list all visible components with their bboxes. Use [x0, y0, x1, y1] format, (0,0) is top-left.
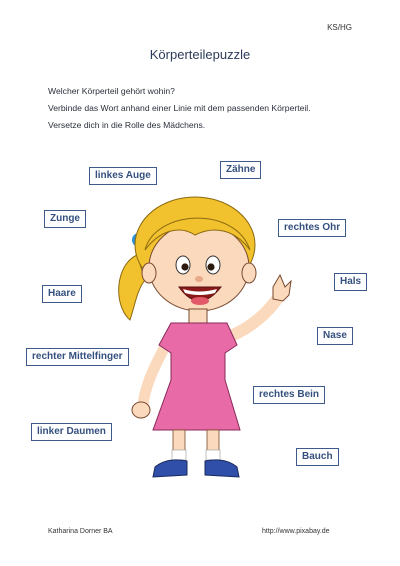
label-zaehne[interactable]: Zähne [220, 161, 261, 179]
label-bauch[interactable]: Bauch [296, 448, 339, 466]
page-title: Körperteilepuzzle [149, 47, 251, 62]
instruction-line-1: Welcher Körperteil gehört wohin? [48, 86, 175, 96]
label-nase[interactable]: Nase [317, 327, 353, 345]
footer-author: Katharina Dorner BA [48, 528, 113, 535]
label-rechtes-ohr[interactable]: rechtes Ohr [278, 219, 346, 237]
footer-source: http://www.pixabay.de [262, 528, 330, 535]
instruction-line-3: Versetze dich in die Rolle des Mädchens. [48, 120, 206, 130]
label-haare[interactable]: Haare [42, 285, 82, 303]
label-linker-daumen[interactable]: linker Daumen [31, 423, 112, 441]
label-zunge[interactable]: Zunge [44, 210, 86, 228]
document-code: KS/HG [327, 23, 352, 32]
label-rechter-mittelfinger[interactable]: rechter Mittelfinger [26, 348, 129, 366]
girl-illustration [115, 195, 295, 485]
instruction-line-2: Verbinde das Wort anhand einer Linie mit dem passenden Körperteil. [48, 103, 311, 113]
label-linkes-auge[interactable]: linkes Auge [89, 167, 157, 185]
label-hals[interactable]: Hals [334, 273, 367, 291]
label-rechtes-bein[interactable]: rechtes Bein [253, 386, 325, 404]
